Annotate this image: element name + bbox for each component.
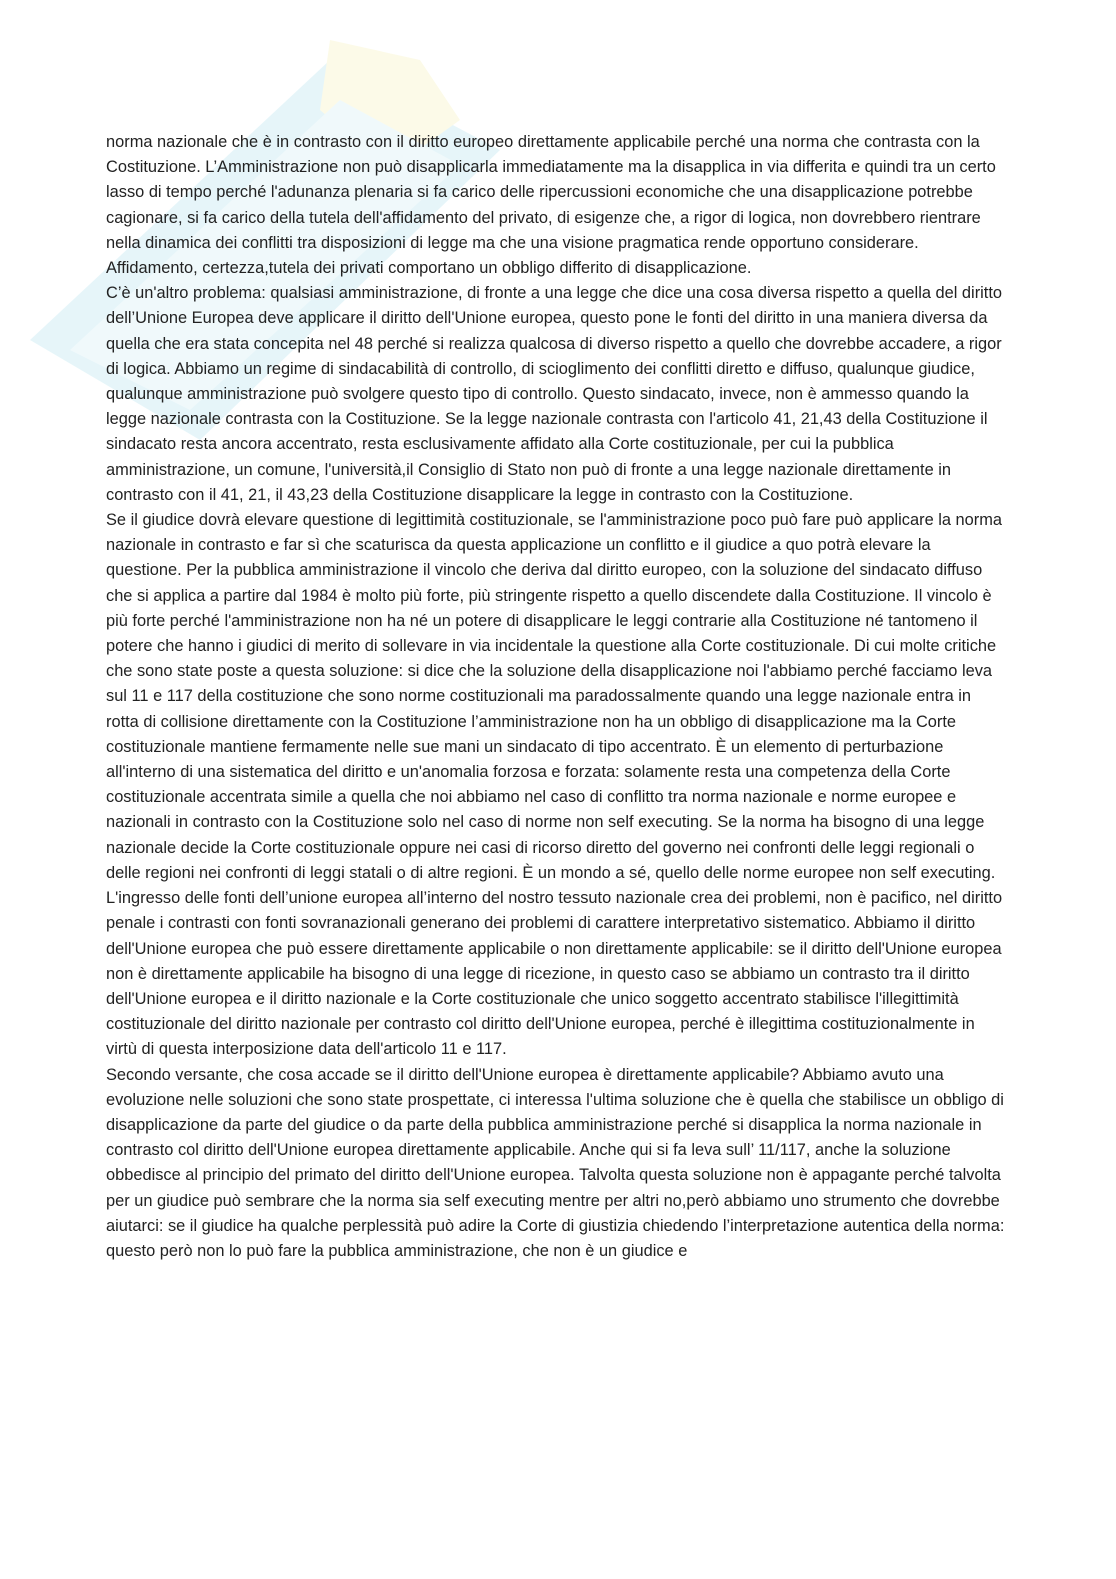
paragraph: L'ingresso delle fonti dell’unione europea all’interno del nostro tessuto nazionale crea dei problemi, non è pacifico, nel diritto penale i contrasti con fonti sovranazionali generano dei problemi di carattere interpretativo sistematico. Abbiamo il diritto dell'Unione europea che può essere direttamente applicabile o non direttamente applicabile: se il diritto dell'Unione europea non è direttamente applicabile ha bisogno di una legge di ricezione, in questo caso se abbiamo un contrasto tra il diritto dell'Unione europea e il diritto nazionale e la Corte costituzionale che unico soggetto accentrato stabilisce l'illegittimità costituzionale del diritto nazionale per contrasto col diritto dell'Unione europea, perché è illegittima costituzionalmente in virtù di questa interposizione data dell'articolo 11 e 117.	[106, 889, 1003, 1059]
paragraph: Secondo versante, che cosa accade se il diritto dell'Unione europea è direttamente applicabile? Abbiamo avuto una evoluzione nelle soluzioni che sono state prospettate, ci interessa l'ultima soluzione che è quella che stabilisce un obbligo di disapplicazione da parte del giudice o da parte della pubblica amministrazione perché si disapplica la norma nazionale in contrasto col diritto dell'Unione europea direttamente applicabile. Anche qui si fa leva sull’ 11/117, anche la soluzione obbedisce al principio del primato del diritto dell'Unione europea. Talvolta questa soluzione non è appagante perché talvolta per un giudice può sembrare che la norma sia self executing mentre per altri no,però abbiamo uno strumento che dovrebbe aiutarci: se il giudice ha qualche perplessità può adire la Corte di giustizia chiedendo l’interpretazione autentica della norma: questo però non lo può fare la pubblica amministrazione, che non è un giudice e	[106, 1065, 1005, 1260]
paragraph: C’è un'altro problema: qualsiasi amministrazione, di fronte a una legge che dice una cosa diversa rispetto a quella del diritto dell’Unione Europea deve applicare il diritto dell'Unione europea, questo pone le fonti del diritto in una maniera diversa da quella che era stata concepita nel 48 perché si realizza qualcosa di diverso rispetto a quello che dovrebbe accadere, a rigor di logica. Abbiamo un regime di sindacabilità di controllo, di scioglimento dei conflitti diretto e diffuso, qualunque giudice, qualunque amministrazione può svolgere questo tipo di controllo. Questo sindacato, invece, non è ammesso quando la legge nazionale contrasta con la Costituzione. Se la legge nazionale contrasta con l'articolo 41, 21,43 della Costituzione il sindacato resta ancora accentrato, resta esclusivamente affidato alla Corte costituzionale, per cui la pubblica amministrazione, un comune, l'università,il Consiglio di Stato non può di fronte a una legge nazionale direttamente in contrasto con il 41, 21, il 43,23 della Costituzione disapplicare la legge in contrasto con la Costituzione.	[106, 284, 1003, 504]
document-body	[106, 130, 1006, 1264]
paragraph: Se il giudice dovrà elevare questione di legittimità costituzionale, se l'amministrazione poco può fare può applicare la norma nazionale in contrasto e far sì che scaturisca da questa applicazione un conflitto e il giudice a quo potrà elevare la questione. Per la pubblica amministrazione il vincolo che deriva dal diritto europeo, con la soluzione del sindacato diffuso che si applica a partire dal 1984 è molto più forte, più stringente rispetto a quello discendete dalla Costituzione. Il vincolo è più forte perché l'amministrazione non ha né un potere di disapplicare le leggi contrarie alla Costituzione né tantomeno il potere che hanno i giudici di merito di sollevare in via incidentale la questione alla Corte costituzionale. Di cui molte critiche che sono state poste a questa soluzione: si dice che la soluzione della disapplicazione noi l'abbiamo perché facciamo leva sul 11 e 117 della costituzione che sono norme costituzionali ma paradossalmente quando una legge nazionale entra in rotta di collisione direttamente con la Costituzione l’amministrazione non ha un obbligo di disapplicazione ma la Corte costituzionale mantiene fermamente nelle sue mani un sindacato di tipo accentrato. È un elemento di perturbazione all'interno di una sistematica del diritto e un'anomalia forzosa e forzata: solamente resta una competenza della Corte costituzionale accentrata simile a quella che noi abbiamo nel caso di conflitto tra norma nazionale e norme europee e nazionali in contrasto con la Costituzione solo nel caso di norme non self executing. Se la norma ha bisogno di una legge nazionale decide la Corte costituzionale oppure nei casi di ricorso diretto del governo nei confronti delle leggi regionali o delle regioni nei confronti di leggi statali o di altre regioni. È un mondo a sé, quello delle norme europee non self executing.	[106, 511, 1003, 882]
paragraph: norma nazionale che è in contrasto con il diritto europeo direttamente applicabile perché una norma che contrasta con la Costituzione. L’Amministrazione non può disapplicarla immediatamente ma la disapplica in via differita e quindi tra un certo lasso di tempo perché l'adunanza plenaria si fa carico delle ripercussioni economiche che una disapplicazione potrebbe cagionare, si fa carico della tutela dell'affidamento del privato, di esigenze che, a rigor di logica, non dovrebbero rientrare nella dinamica dei conflitti tra disposizioni di legge ma che una visione pragmatica rende opportuno considerare. Affidamento, certezza,tutela dei privati comportano un obbligo differito di disapplicazione.	[106, 133, 996, 278]
